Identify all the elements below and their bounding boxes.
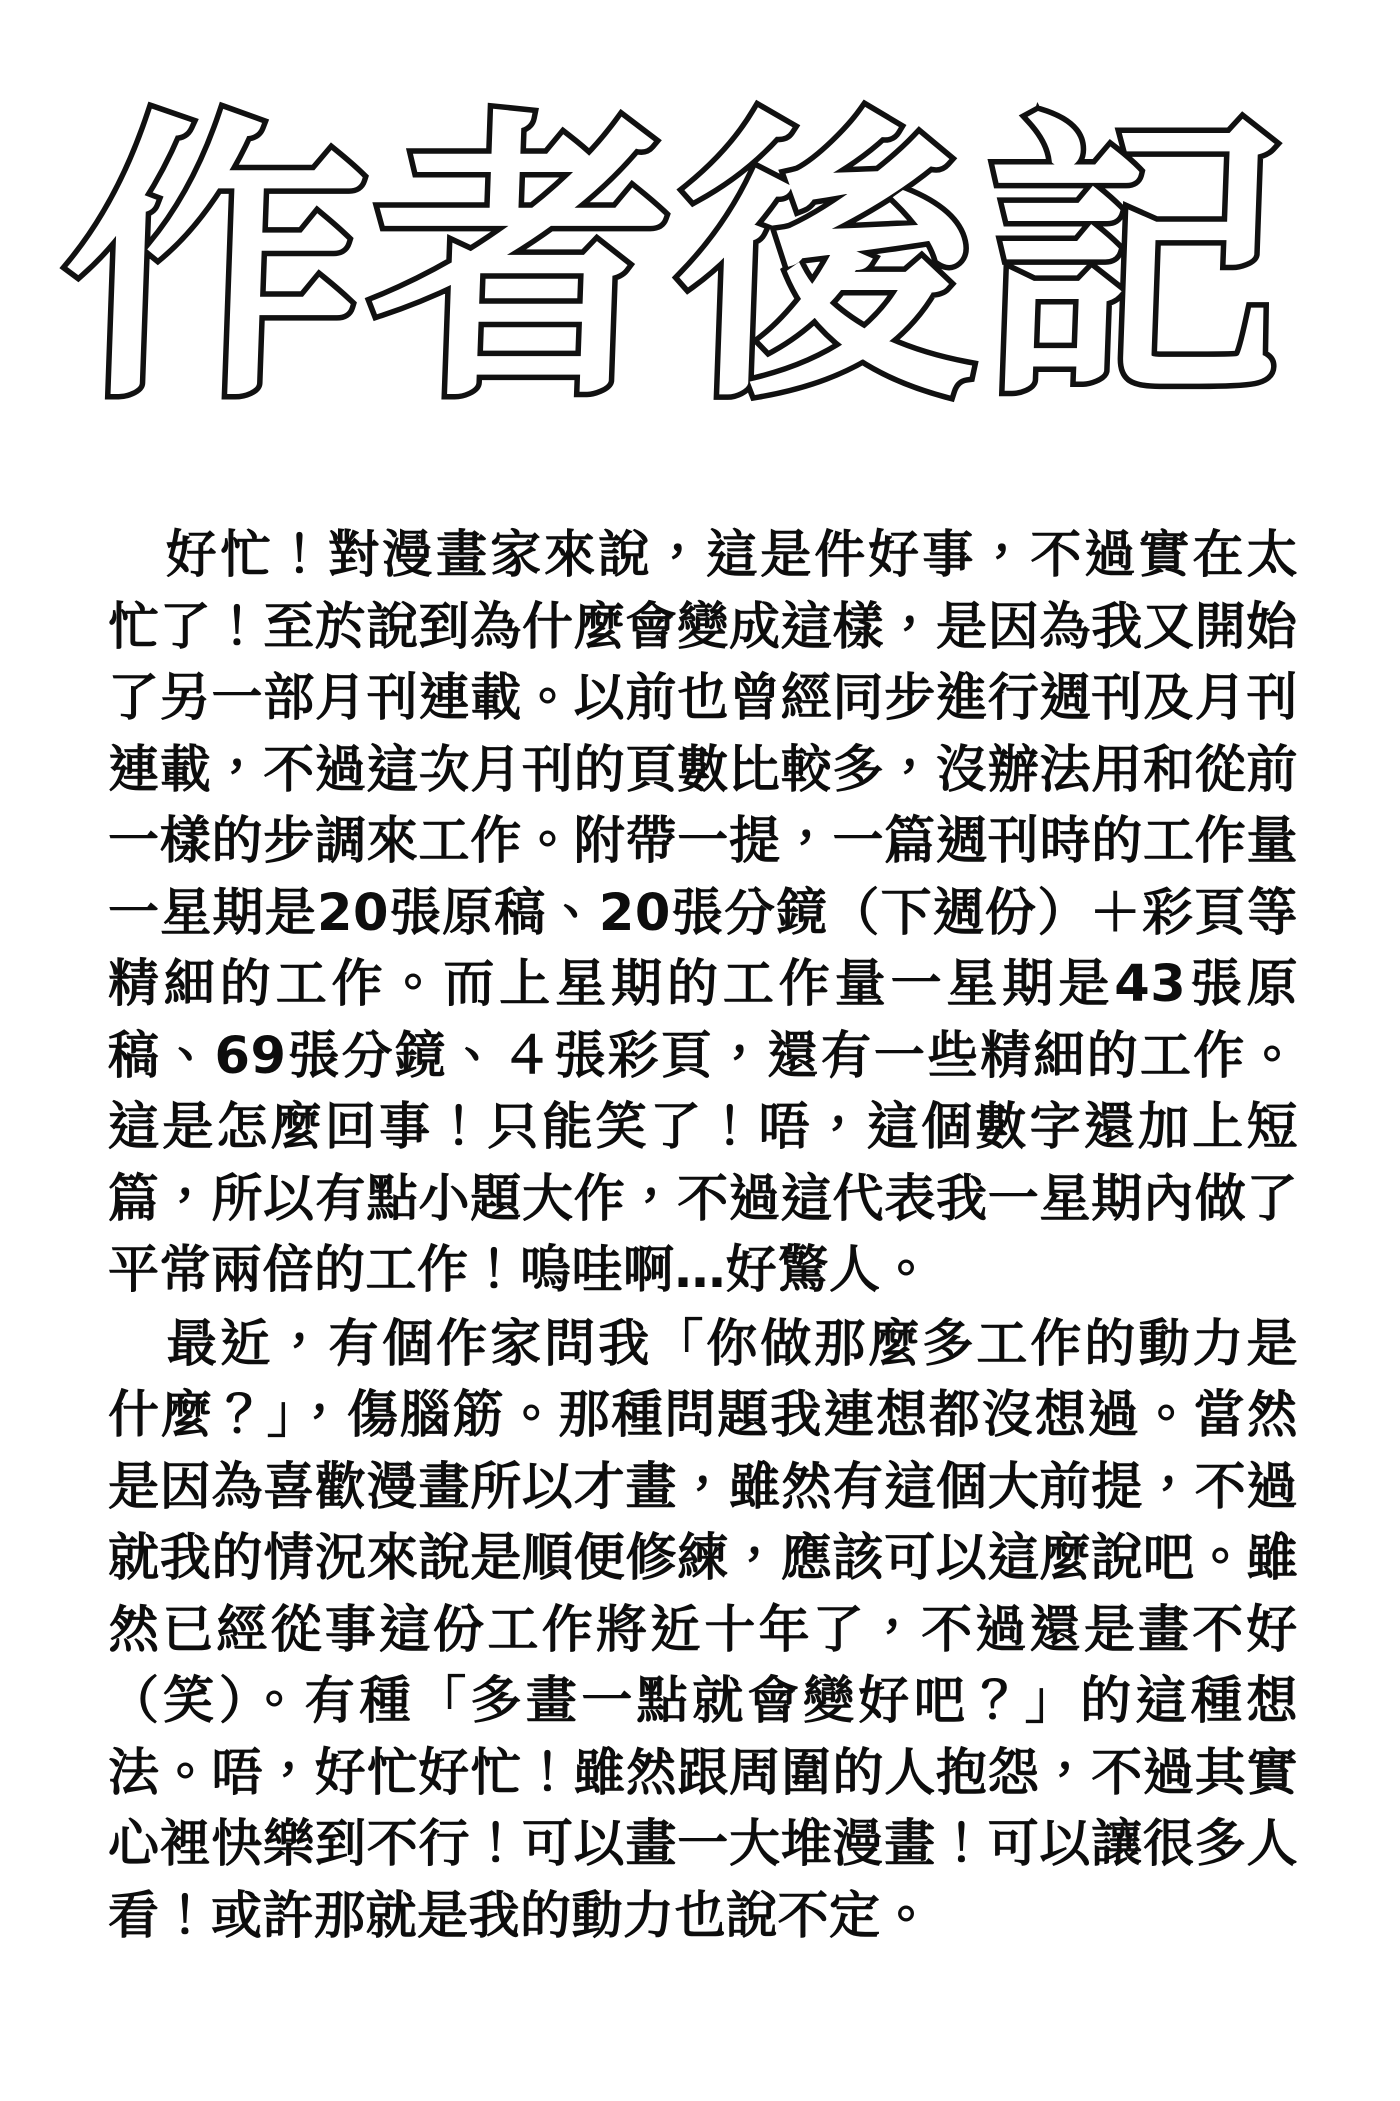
body-paragraph-1: 好忙！對漫畫家來說，這是件好事，不過實在太忙了！至於說到為什麼會變成這樣，是因為我又開始了另一部月刊連載。以前也曾經同步進行週刊及月刊連載，不過這次月刊的頁數比較多，沒辦法用和從前一樣的步調來工作。附帶一提，一篇週刊時的工作量一星期是20張原稿、20張分鏡（下週份）＋彩頁等精細的工作。而上星期的工作量一星期是43張原稿、69張分鏡、４張彩頁，還有一些精細的工作。這是怎麼回事！只能笑了！唔，這個數字還加上短篇，所以有點小題大作，不過這代表我一星期內做了平常兩倍的工作！嗚哇啊…好驚人。	[108, 526, 1298, 1300]
page-title-text: 作者後記	[58, 88, 1295, 437]
body-paragraph-2: 最近，有個作家問我「你做那麼多工作的動力是什麼？」，傷腦筋。那種問題我連想都沒想過。當然是因為喜歡漫畫所以才畫，雖然有這個大前提，不過就我的情況來說是順便修練，應該可以這麼說吧。雖然已經從事這份工作將近十年了，不過還是畫不好（笑）。有種「多畫一點就會變好吧？」的這種想法。唔，好忙好忙！雖然跟周圍的人抱怨，不過其實心裡快樂到不行！可以畫一大堆漫畫！可以讓很多人看！或許那就是我的動力也說不定。	[108, 1314, 1298, 1946]
page-title	[58, 88, 1330, 438]
afterword-body	[108, 520, 1298, 1954]
